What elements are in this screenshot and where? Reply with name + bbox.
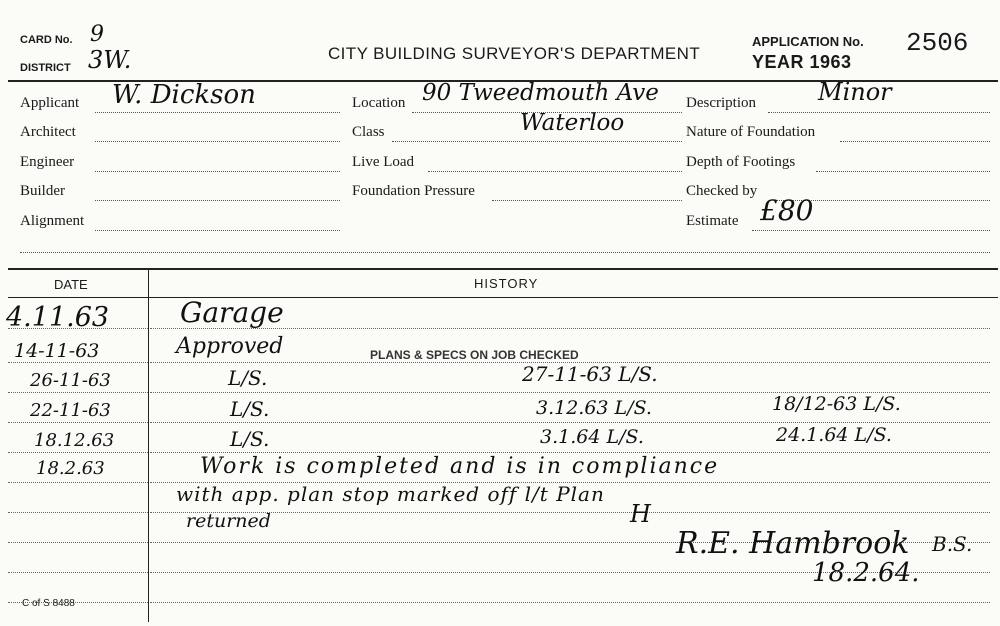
engineer-line [95,171,340,172]
class-line [392,141,682,142]
card-no-label: CARD No. [20,34,73,46]
application-label: APPLICATION No. [752,34,864,49]
architect-line [95,141,340,142]
history-entry: 27-11-63 L/S. [522,362,658,386]
description-label: Description [686,95,756,111]
live-load-line [428,171,682,172]
history-entry: 24.1.64 L/S. [776,424,892,446]
history-rule [150,452,990,453]
table-row-date: 26-11-63 [30,370,111,391]
location-value: 90 Tweedmouth Ave [422,80,659,106]
district-label: DISTRICT [20,62,71,74]
history-rule [150,512,990,513]
applicant-label: Applicant [20,95,80,111]
depth-of-footings-line [816,171,990,172]
engineer-label: Engineer [20,154,75,170]
form-code: C of S 8488 [22,598,75,609]
table-row-date: 18.12.63 [34,430,115,451]
table-row-date: 18.2.63 [36,458,105,479]
history-entry: L/S. [230,397,270,421]
history-entry: Work is completed and is in compliance [200,454,720,479]
signature-suffix: B.S. [932,532,973,556]
location-label: Location [352,95,406,111]
date-rule [8,422,148,423]
alignment-line [95,230,340,231]
live-load-label: Live Load [352,154,415,170]
applicant-line [95,112,340,113]
application-number: 2506 [906,28,969,58]
history-rule [150,602,990,603]
applicant-value: W. Dickson [112,80,256,110]
architect-label: Architect [20,124,76,140]
table-column-divider [148,270,149,622]
foundation-pressure-label: Foundation Pressure [352,183,475,199]
date-rule [8,392,148,393]
date-rule [8,512,148,513]
history-entry: 3.12.63 L/S. [536,397,652,419]
date-rule [8,572,148,573]
history-entry: 3.1.64 L/S. [540,426,644,448]
date-rule [8,452,148,453]
class-value: Waterloo [520,110,625,136]
estimate-line [752,230,990,231]
history-entry: L/S. [228,366,268,390]
estimate-label: Estimate [686,213,739,229]
date-rule [8,542,148,543]
builder-line [95,200,340,201]
nature-of-foundation-label: Nature of Foundation [686,124,816,140]
signature: R.E. Hambrook [676,526,910,561]
estimate-value: £80 [760,194,814,227]
district-value: 3W. [88,46,132,74]
alignment-label: Alignment [20,213,85,229]
table-header-divider [8,297,998,298]
history-entry: with app. plan stop marked off l/t Plan [176,482,605,506]
table-row-date: 14-11-63 [14,340,100,362]
history-entry: 18/12-63 L/S. [772,393,901,415]
date-rule [8,362,148,363]
card-no-value: 9 [90,22,104,47]
initials: H [630,500,651,528]
description-value: Minor [818,78,892,106]
history-header: HISTORY [474,276,539,291]
date-header: DATE [54,277,88,292]
history-rule [150,422,990,423]
table-row-date: 4.11.63 [6,302,110,333]
table-top-border [8,268,998,270]
description-line [768,112,990,113]
history-entry: L/S. [230,427,270,451]
class-label: Class [352,124,385,140]
signature-date: 18.2.64. [812,558,920,588]
table-row-date: 22-11-63 [30,400,111,421]
checked-by-label: Checked by [686,183,758,199]
history-entry: Garage [180,296,284,329]
history-entry: returned [186,510,271,532]
year-label: YEAR 1963 [752,52,852,72]
date-rule [8,482,148,483]
department-title: CITY BUILDING SURVEYOR'S DEPARTMENT [328,44,701,63]
depth-of-footings-label: Depth of Footings [686,154,796,170]
fields-bottom-line [20,252,990,253]
history-entry: Approved [176,334,284,359]
foundation-pressure-line [492,200,682,201]
nature-of-foundation-line [840,141,990,142]
checked-stamp: PLANS & SPECS ON JOB CHECKED [370,348,579,362]
builder-label: Builder [20,183,65,199]
